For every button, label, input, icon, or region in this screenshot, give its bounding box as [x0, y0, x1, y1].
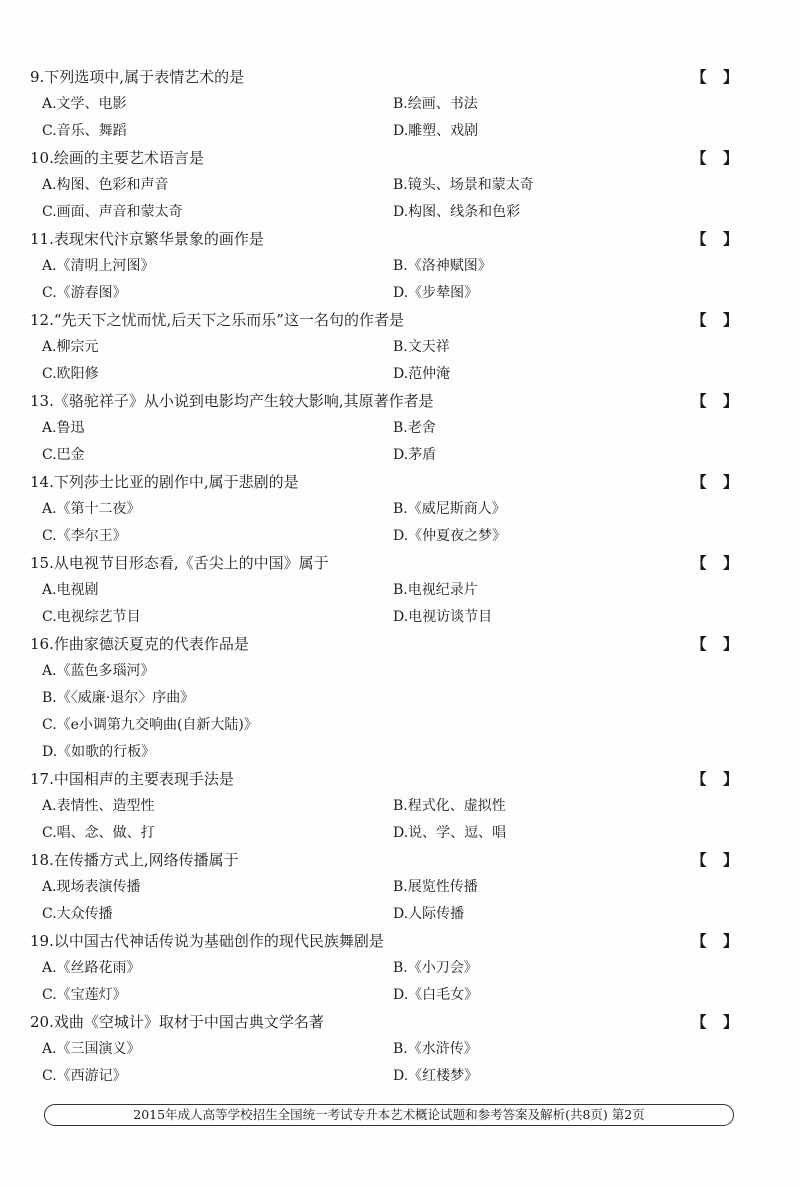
answer-option: D.《白毛女》	[393, 987, 479, 1003]
answer-option: C.画面、声音和蒙太奇	[42, 204, 183, 220]
question-stem-row	[30, 145, 740, 172]
question-item	[30, 847, 740, 928]
question-list	[30, 64, 740, 1090]
option-list	[30, 955, 740, 1009]
answer-option: B.电视纪录片	[393, 582, 478, 598]
question-stem-row	[30, 928, 740, 955]
option-list	[30, 172, 740, 226]
question-stem-row	[30, 388, 740, 415]
answer-option: B.程式化、虚拟性	[393, 798, 506, 814]
question-stem: 9.下列选项中,属于表情艺术的是	[30, 68, 245, 86]
answer-option: C.电视综艺节目	[42, 609, 141, 625]
answer-option: A.《第十二夜》	[42, 501, 141, 517]
answer-option: B.展览性传播	[393, 879, 478, 895]
option-list	[30, 793, 740, 847]
question-stem: 17.中国相声的主要表现手法是	[30, 770, 234, 788]
answer-option: C.《李尔王》	[42, 528, 127, 544]
page-footer: 2015年成人高等学校招生全国统一考试专升本艺术概论试题和参考答案及解析(共8页) 第2页	[44, 1104, 734, 1126]
answer-option: A.《清明上河图》	[42, 258, 155, 274]
question-stem: 19.以中国古代神话传说为基础创作的现代民族舞剧是	[30, 932, 384, 950]
question-stem: 15.从电视节目形态看,《舌尖上的中国》属于	[30, 554, 329, 572]
option-list	[30, 874, 740, 928]
answer-option: C.唱、念、做、打	[42, 825, 155, 841]
answer-bracket: 【 】	[691, 311, 740, 329]
option-list	[30, 496, 740, 550]
option-list	[30, 1036, 740, 1090]
answer-bracket: 【 】	[691, 230, 740, 248]
answer-option: D.雕塑、戏剧	[393, 123, 479, 139]
answer-option: C.《西游记》	[42, 1068, 127, 1084]
answer-option: B.绘画、书法	[393, 96, 478, 112]
answer-option: D.人际传播	[393, 906, 465, 922]
question-stem: 10.绘画的主要艺术语言是	[30, 149, 204, 167]
question-stem-row	[30, 631, 740, 658]
answer-bracket: 【 】	[691, 770, 740, 788]
question-stem-row	[30, 307, 740, 334]
answer-option: A.《丝路花雨》	[42, 960, 141, 976]
answer-option: B.《威尼斯商人》	[393, 501, 506, 517]
question-stem-row	[30, 469, 740, 496]
answer-option: D.《红楼梦》	[393, 1068, 479, 1084]
answer-option: D.构图、线条和色彩	[393, 204, 521, 220]
question-item	[30, 226, 740, 307]
question-item	[30, 766, 740, 847]
answer-option: A.文学、电影	[42, 96, 127, 112]
answer-option: A.构图、色彩和声音	[42, 177, 169, 193]
question-stem-row	[30, 226, 740, 253]
question-item	[30, 64, 740, 145]
question-item	[30, 145, 740, 226]
answer-option: B.镜头、场景和蒙太奇	[393, 177, 534, 193]
answer-option: A.表情性、造型性	[42, 798, 155, 814]
answer-option: A.柳宗元	[42, 339, 99, 355]
answer-bracket: 【 】	[691, 554, 740, 572]
answer-option: D.电视访谈节目	[393, 609, 493, 625]
question-item	[30, 631, 740, 766]
question-stem: 16.作曲家德沃夏克的代表作品是	[30, 635, 249, 653]
question-stem-row	[30, 847, 740, 874]
answer-bracket: 【 】	[691, 392, 740, 410]
answer-bracket: 【 】	[691, 149, 740, 167]
question-item	[30, 469, 740, 550]
answer-option: B.《水浒传》	[393, 1041, 478, 1057]
answer-option: C.《游春图》	[42, 285, 127, 301]
answer-option: A.鲁迅	[42, 420, 85, 436]
answer-option: C.音乐、舞蹈	[42, 123, 127, 139]
answer-option: D.茅盾	[393, 447, 437, 463]
question-item	[30, 307, 740, 388]
question-item	[30, 1009, 740, 1090]
answer-option: D.《如歌的行板》	[42, 744, 156, 760]
question-stem: 18.在传播方式上,网络传播属于	[30, 851, 239, 869]
answer-bracket: 【 】	[691, 68, 740, 86]
answer-option: C.巴金	[42, 447, 85, 463]
answer-option: D.《仲夏夜之梦》	[393, 528, 507, 544]
option-list	[30, 334, 740, 388]
question-stem: 11.表现宋代汴京繁华景象的画作是	[30, 230, 264, 248]
answer-option: C.《e小调第九交响曲(自新大陆)》	[42, 717, 258, 733]
answer-bracket: 【 】	[691, 635, 740, 653]
question-item	[30, 388, 740, 469]
answer-option: C.欧阳修	[42, 366, 99, 382]
option-list	[30, 91, 740, 145]
answer-option: B.老舍	[393, 420, 436, 436]
question-stem-row	[30, 1009, 740, 1036]
answer-option: B.《〈威廉·退尔〉序曲》	[42, 690, 195, 706]
answer-option: A.《蓝色多瑙河》	[42, 663, 155, 679]
question-stem-row	[30, 64, 740, 91]
answer-option: B.《小刀会》	[393, 960, 478, 976]
answer-option: A.《三国演义》	[42, 1041, 141, 1057]
answer-option: C.《宝莲灯》	[42, 987, 127, 1003]
question-stem-row	[30, 550, 740, 577]
question-stem-row	[30, 766, 740, 793]
question-stem: 13.《骆驼祥子》从小说到电影均产生较大影响,其原著作者是	[30, 392, 434, 410]
question-item	[30, 928, 740, 1009]
answer-option: B.文天祥	[393, 339, 450, 355]
option-list	[30, 577, 740, 631]
option-list	[30, 415, 740, 469]
answer-option: D.范仲淹	[393, 366, 451, 382]
answer-option: D.说、学、逗、唱	[393, 825, 507, 841]
answer-bracket: 【 】	[691, 851, 740, 869]
answer-option: A.电视剧	[42, 582, 99, 598]
answer-bracket: 【 】	[691, 473, 740, 491]
question-stem: 20.戏曲《空城计》取材于中国古典文学名著	[30, 1013, 324, 1031]
question-stem: 14.下列莎士比亚的剧作中,属于悲剧的是	[30, 473, 299, 491]
answer-option: B.《洛神赋图》	[393, 258, 492, 274]
answer-bracket: 【 】	[691, 932, 740, 950]
answer-option: C.大众传播	[42, 906, 113, 922]
question-stem: 12.“先天下之忧而忧,后天下之乐而乐”这一名句的作者是	[30, 311, 404, 329]
option-list	[30, 253, 740, 307]
option-list	[30, 658, 740, 766]
answer-option: A.现场表演传播	[42, 879, 141, 895]
question-item	[30, 550, 740, 631]
answer-option: D.《步辇图》	[393, 285, 479, 301]
answer-bracket: 【 】	[691, 1013, 740, 1031]
